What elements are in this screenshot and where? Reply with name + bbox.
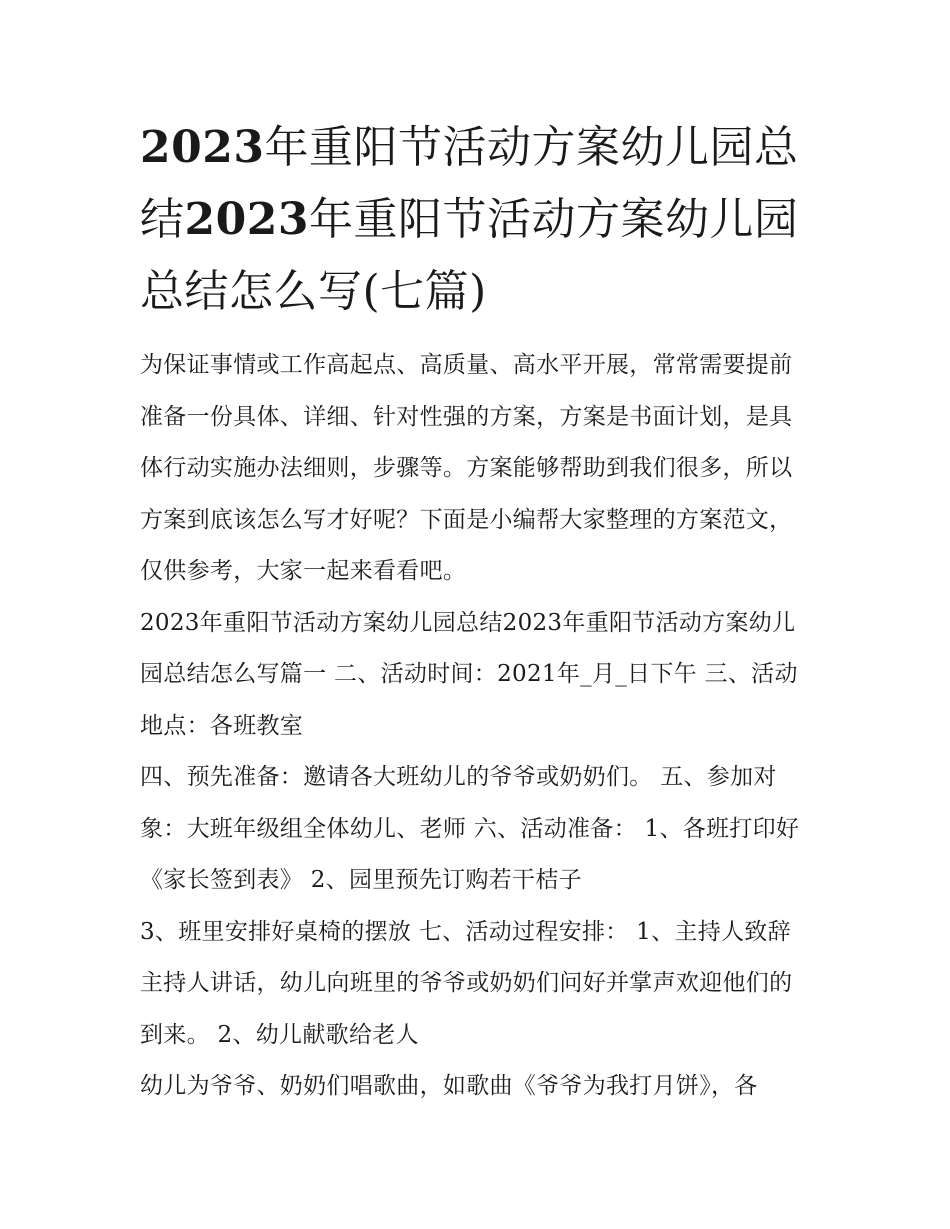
process-paragraph: 3、班里安排好桌椅的摆放 七、活动过程安排： 1、主持人致辞 主持人讲话，幼儿向班里的爷爷或奶奶们问好并掌声欢迎他们的到来。 2、幼儿献歌给老人: [140, 918, 793, 1048]
title-text-1: 年重阳节活动方案幼儿园总结: [140, 122, 799, 245]
document-title: [140, 112, 812, 328]
title-text-2: 年重阳节活动方案幼儿园总结怎么写(七篇): [140, 194, 799, 317]
title-year-1: 2023: [140, 122, 265, 173]
title-year-2: 2023: [184, 194, 309, 245]
section-heading-paragraph: 2023年重阳节活动方案幼儿园总结2023年重阳节活动方案幼儿园总结怎么写篇一 二、活动时间：2021年_月_日下午 三、活动地点：各班教室: [140, 609, 798, 739]
song-paragraph: 幼儿为爷爷、奶奶们唱歌曲，如歌曲《爷爷为我打月饼》，各: [140, 1073, 758, 1099]
document-page: [140, 112, 812, 1113]
intro-paragraph: 为保证事情或工作高起点、高质量、高水平开展，常常需要提前准备一份具体、详细、针对性强的方案，方案是书面计划，是具体行动实施办法细则，步骤等。方案能够帮助到我们很多，所以方案到底该怎么写才好呢？下面是小编帮大家整理的方案范文，仅供参考，大家一起来看看吧。: [140, 352, 793, 584]
preparation-paragraph: 四、预先准备：邀请各大班幼儿的爷爷或奶奶们。 五、参加对象：大班年级组全体幼儿、老师 六、活动准备： 1、各班打印好《家长签到表》 2、园里预先订购若干桔子: [140, 764, 800, 893]
